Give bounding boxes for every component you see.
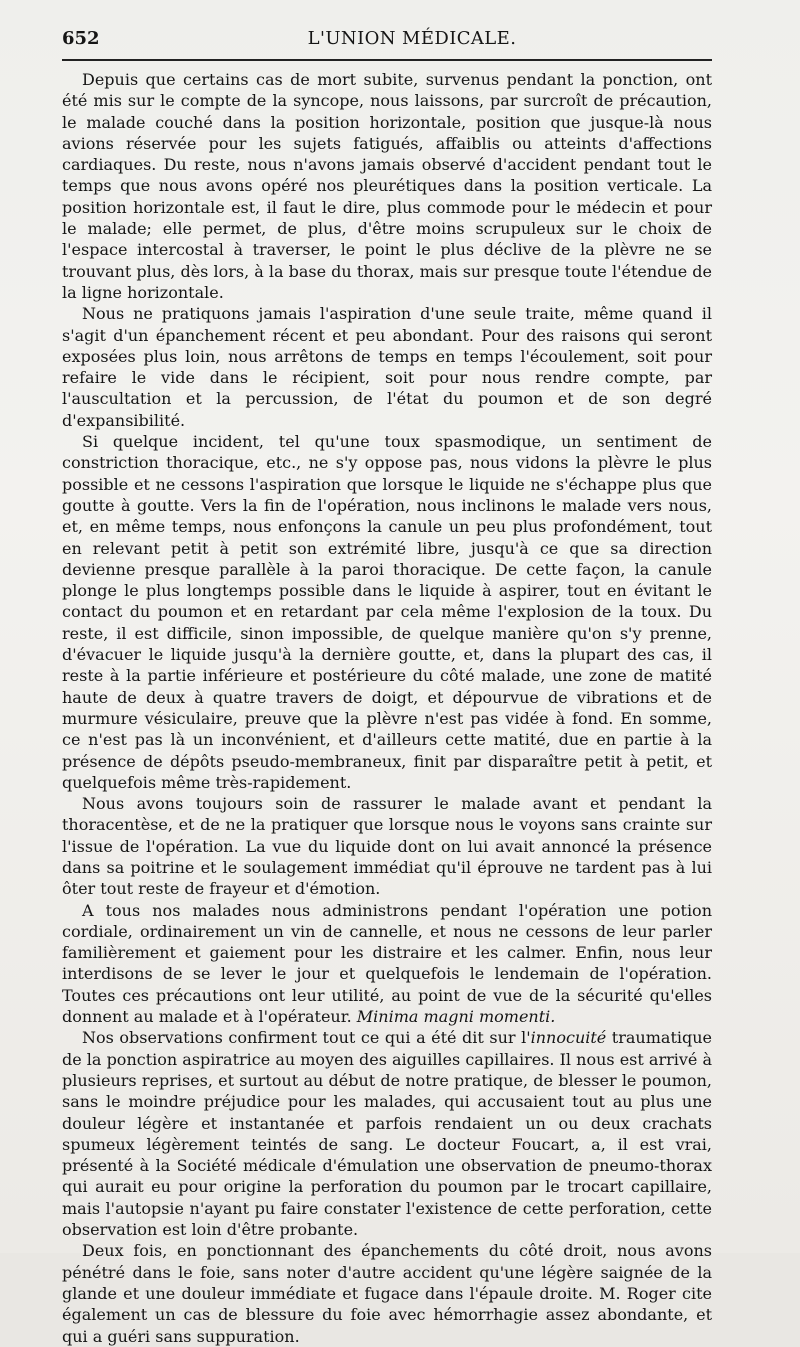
paragraph-text: Deux fois, en ponctionnant des épanchements du côté droit, nous avons pénétré dans le foie, sans noter d'autre accident qu'une légère saignée de la glande et une douleur immédiate et fugace dans l'épaule droite. M. Roger cite également un cas de blessure du foie avec hémorrhagie assez abondante, et qui a guéri sans suppuration.	[62, 1241, 712, 1346]
article-body	[62, 69, 712, 1347]
paragraph-foie	[62, 1240, 712, 1346]
running-title: L'UNION MÉDICALE.	[307, 28, 517, 49]
paragraph-rassurer	[62, 793, 712, 899]
latin-maxim: Minima magni momenti.	[356, 1007, 556, 1027]
paragraph-potion-cordiale	[62, 900, 712, 1028]
paragraph-text: traumatique de la ponction aspiratrice au moyen des aiguilles capillaires. Il nous est arrivé à plusieurs reprises, et surtout au début de notre pratique, de blesser le poumon, sans le moindre préjudice pour les malades, qui accusaient tout au plus une douleur légère et instantanée et parfois rendaient un ou deux crachats spumeux légèrement teintés de sang. Le docteur Foucart, a, il est vrai, présenté à la Société médicale d'émulation une observation de pneumo-thorax qui aurait eu pour origine la perforation du poumon par le trocart capillaire, mais l'autopsie n'ayant pu faire constater l'existence de cette perforation, cette observation est loin d'être probante.	[62, 1028, 713, 1240]
paragraph-text: A tous nos malades nous administrons pendant l'opération une potion cordiale, ordinairement un vin de cannelle, et nous ne cessons de leur parler familièrement et gaiement pour les distraire et les calmer. Enfin, nous leur interdisons de se lever le jour et quelquefois le lendemain de l'opération. Toutes ces précautions ont leur utilité, au point de vue de la sécurité qu'elles donnent au malade et à l'opérateur.	[62, 900, 712, 1027]
page-header	[62, 20, 722, 50]
paragraph-observations	[62, 1027, 712, 1240]
paragraph-text: Depuis que certains cas de mort subite, survenus pendant la ponction, ont été mis sur le compte de la syncope, nous laissons, par surcroît de précaution, le malade couché dans la position horizontale, position que jusque-là nous avions réservée pour les sujets fatigués, affaiblis ou atteints d'affections cardiaques. Du reste, nous n'avons jamais observé d'accident pendant tout le temps que nous avons opéré nos pleurétiques dans la position verticale. La position horizontale est, il faut le dire, plus commode pour le médecin et pour le malade; elle permet, de plus, d'être moins scrupuleux sur le choix de l'espace intercostal à traverser, le point le plus déclive de la plèvre ne se trouvant plus, dès lors, à la base du thorax, mais sur presque toute l'étendue de la ligne horizontale.	[62, 70, 712, 302]
header-rule	[62, 59, 712, 61]
paragraph-text: Nous ne pratiquons jamais l'aspiration d'une seule traite, même quand il s'agit d'un épanchement récent et peu abondant. Pour des raisons qui seront exposées plus loin, nous arrêtons de temps en temps l'écoulement, soit pour refaire le vide dans le récipient, soit pour nous rendre compte, par l'auscultation et la percussion, de l'état du poumon et de son degré d'expansibilité.	[62, 304, 712, 430]
paragraph-position-horizontale	[62, 69, 712, 303]
paragraph-text: Nous avons toujours soin de rassurer le malade avant et pendant la thoracentèse, et de ne la pratiquer que lorsque nous le voyons sans crainte sur l'issue de l'opération. La vue du liquide dont on lui avait annoncé la présence dans sa poitrine et le soulagement immédiat qu'il éprouve ne tardent pas à lui ôter tout reste de frayeur et d'émotion.	[62, 794, 712, 899]
paragraph-text: Si quelque incident, tel qu'une toux spasmodique, un sentiment de constriction thoracique, etc., ne s'y oppose pas, nous vidons la plèvre le plus possible et ne cessons l'aspiration que lorsque le liquide ne s'échappe plus que goutte à goutte. Vers la fin de l'opération, nous inclinons le malade vers nous, et, en même temps, nous enfonçons la canule un peu plus profondément, tout en relevant petit à petit son extrémité libre, jusqu'à ce que sa direction devienne presque parallèle à la paroi thoracique. De cette façon, la canule plonge le plus longtemps possible dans le liquide à aspirer, tout en évitant le contact du poumon et en retardant par cela même l'explosion de la toux. Du reste, il est difficile, sinon impossible, de quelque manière qu'on s'y prenne, d'évacuer le liquide jusqu'à la dernière goutte, et, dans la plupart des cas, il reste à la partie inférieure et postérieure du côté malade, une zone de matité haute de deux à quatre travers de doigt, et dépourvue de vibrations et de murmure vésiculaire, preuve que la plèvre n'est pas vidée à fond. En somme, ce n'est pas là un inconvénient, et d'ailleurs cette matité, due en partie à la présence de dépôts pseudo-membraneux, finit par disparaître petit à petit, et quelquefois même très-rapidement.	[62, 432, 712, 792]
paragraph-text: Nos observations confirment tout ce qui a été dit sur l'	[82, 1028, 531, 1048]
page-number: 652	[62, 28, 100, 49]
italic-term: innocuité	[530, 1028, 607, 1048]
paragraph-aspiration	[62, 303, 712, 431]
paragraph-incident	[62, 431, 712, 793]
